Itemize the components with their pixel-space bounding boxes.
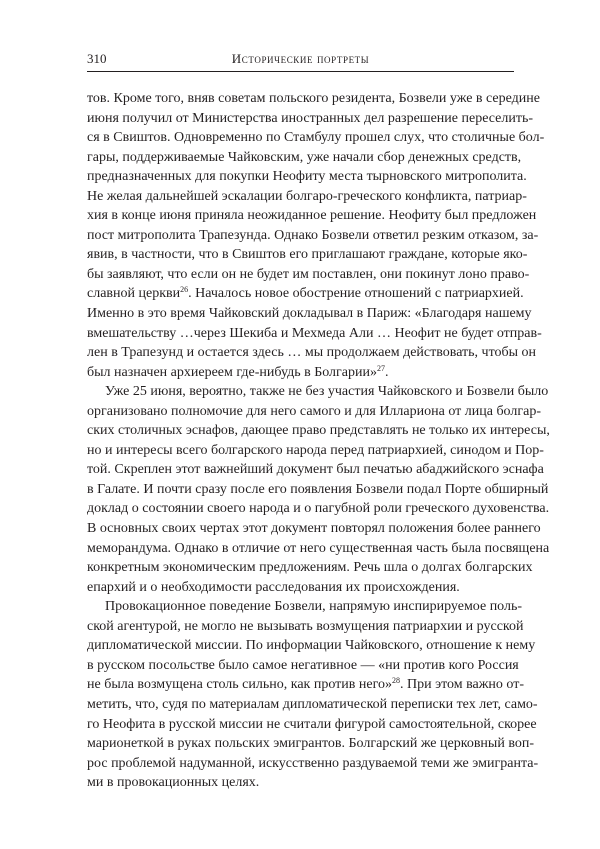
text-segment: славной церкви [87,286,181,302]
text-line [87,265,530,285]
text-line [87,480,549,500]
text-segment: метить, что, судя по материалам дипломатической переписки тех лет, само- [87,696,538,712]
text-line [87,617,524,637]
text-line [87,304,532,324]
text-segment: был назначен архиереем где-нибудь в Болгарии» [87,364,377,380]
text-line [87,167,527,187]
text-segment: ских столичных эснафов, дающее право представлять не только их интересы, [87,423,550,439]
text-segment: явив, в частности, что в Свиштов его приглашают граждане, которые яко- [87,247,528,263]
text-line [87,597,523,617]
footnote-ref: 27 [377,363,385,373]
text-segment: дипломатической миссии. По информации Чайковского, отношение к нему [87,638,536,654]
text-line [87,636,536,656]
text-line [87,499,550,519]
text-line [87,128,545,148]
text-line [87,675,525,695]
text-line [87,656,519,676]
text-segment: предназначенных для покупки Неофиту места тырновского митрополита. [87,169,527,185]
paragraph [87,89,545,382]
text-segment: Провокационное поведение Бозвели, напрямую инспирируемое поль- [105,599,523,615]
running-title: Исторические портреты [231,51,370,66]
text-segment: вмешательству …через Шекиба и Мехмеда Али … Неофит не будет отправ- [87,325,542,341]
text-line [87,187,527,207]
text-line [87,148,522,168]
text-line [87,421,550,441]
text-segment: в Галате. И почти сразу после его появления Бозвели подал Порте обширный [87,481,549,497]
text-segment: бы заявляют, что если он не будет им поставлен, они покинут лоно право- [87,266,530,282]
text-line [87,754,539,774]
text-line [87,343,537,363]
text-segment: Именно в это время Чайковский докладывал в Париж: «Благодаря нашему [87,306,532,322]
text-segment: пост митрополита Трапезунда. Однако Бозвели ответил резким отказом, за- [87,227,539,243]
text-segment: гары, поддерживаемые Чайковским, уже начали сбор денежных средств, [87,149,522,165]
text-segment: ся в Свиштов. Одновременно по Стамбулу прошел слух, что столичные бол- [87,130,545,146]
text-segment: в русском посольстве было самое негативное — «ни против кого Россия [87,657,519,673]
text-segment: не была возмущена столь сильно, как против него» [87,677,392,693]
text-line [87,284,524,304]
text-segment: меморандума. Однако в отличие от него существенная часть была посвящена [87,540,550,556]
text-line [87,402,541,422]
text-line [87,460,544,480]
text-segment: . При этом важно от- [399,677,525,693]
text-line [87,695,538,715]
text-segment: доклад о состоянии своего народа и о пагубной роли греческого духовенства. [87,501,550,517]
footnote-ref: 26 [180,285,189,295]
text-line [87,89,540,109]
paragraph [87,597,539,792]
text-line [87,539,550,559]
text-segment: но и интересы всего болгарского народа перед патриархией, синодом и Пор- [87,442,544,458]
footnote-ref: 28 [391,676,400,686]
body-text [87,89,550,793]
text-segment: ми в провокационных целях. [87,775,260,791]
text-segment: Не желая дальнейшей эскалации болгаро-греческого конфликта, патриар- [87,188,527,204]
running-head [87,49,514,72]
page-number: 310 [87,51,107,66]
text-segment: . [385,364,389,380]
text-segment: В основных своих чертах этот документ повторял положения более раннего [87,521,541,537]
paragraph [87,382,550,597]
text-line [87,245,528,265]
text-line [87,441,544,461]
text-segment: лен в Трапезунд и остается здесь … мы продолжаем действовать, чтобы он [87,345,537,361]
text-segment: июня получил от Министерства иностранных дел разрешение переселить- [87,110,533,126]
text-segment: ской агентурой, не могло не вызывать возмущения патриархии и русской [87,618,524,634]
text-line [87,715,537,735]
text-line [87,226,539,246]
text-segment: тов. Кроме того, вняв советам польского резидента, Бозвели уже в середине [87,91,540,106]
text-segment: конкретным экономическим предложениям. Речь шла о долгах болгарских [87,560,533,576]
text-line [87,206,537,226]
text-segment: той. Скреплен этот важнейший документ был печатью абаджийского эснафа [87,462,544,478]
text-line [87,519,541,539]
text-segment: Уже 25 июня, вероятно, также не без участия Чайковского и Бозвели было [105,384,549,400]
text-segment: хия в конце июня приняла неожиданное решение. Неофиту был предложен [87,208,537,224]
text-segment: епархий и о необходимости расследования их происхождения. [87,579,460,595]
text-line [87,324,542,344]
text-segment: . Началось новое обострение отношений с патриархией. [188,286,524,302]
text-segment: организовано полномочие для него самого и для Иллариона от лица болгар- [87,403,541,419]
text-segment: рос проблемой надуманной, искусственно раздуваемой теми же эмигранта- [87,755,539,771]
text-line [87,558,533,578]
text-line [87,578,514,598]
text-line [87,109,533,129]
text-line [87,382,549,402]
text-segment: го Неофита в русской миссии не считали фигурой самостоятельной, скорее [87,716,537,732]
text-segment: марионеткой в руках польских эмигрантов. Болгарский же церковный воп- [87,736,534,752]
text-line [87,363,514,383]
text-line [87,773,514,793]
text-line [87,734,534,754]
